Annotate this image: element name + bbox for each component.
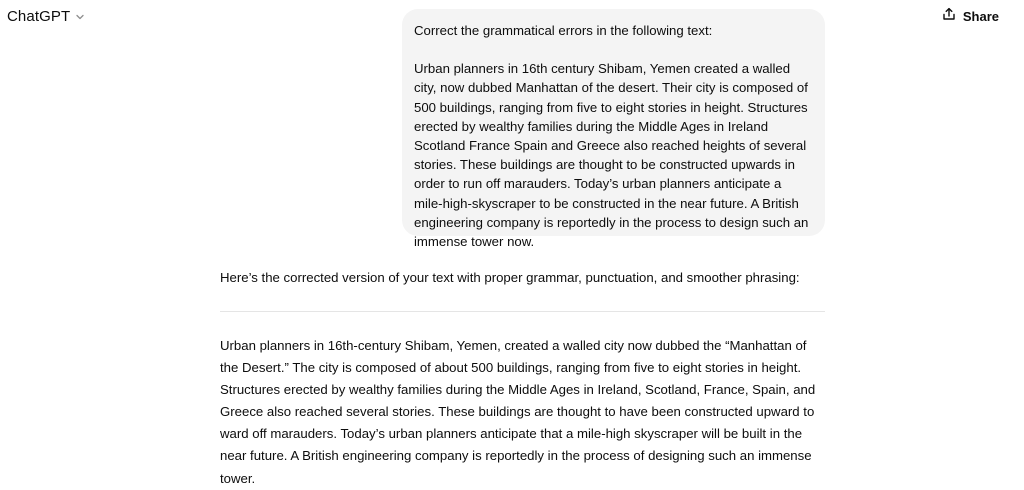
chevron-down-icon	[74, 10, 86, 22]
assistant-message	[220, 267, 825, 288]
horizontal-divider	[220, 311, 825, 312]
share-button[interactable]	[942, 6, 999, 26]
user-message-instruction: Correct the grammatical errors in the following text:	[414, 23, 713, 38]
model-selector[interactable]	[7, 6, 86, 26]
share-label: Share	[962, 8, 999, 24]
user-message-body: Urban planners in 16th century Shibam, Yemen created a walled city, now dubbed Manhattan of the desert. Their city is composed of 500 buildings, ranging from five to eight stories in height. Structures erected by wealthy families during the Middle Ages in Ireland Scotland France Spain and Greece also reached heights of several stories. These buildings are thought to be constructed upwards in order to run off marauders. Today’s urban planners anticipate a mile-high-skyscraper to be constructed in the near future. A British engineering company is reportedly in the process to design such an immense tower now.	[414, 61, 809, 250]
share-icon	[942, 7, 956, 26]
assistant-intro: Here’s the corrected version of your text with proper grammar, punctuation, and smoother phrasing:	[220, 270, 800, 285]
assistant-corrected-text: Urban planners in 16th-century Shibam, Yemen, created a walled city now dubbed the “Manhattan of the Desert.” The city is composed of about 500 buildings, ranging from five to eight stories in height. Structures erected by wealthy families during the Middle Ages in Ireland, Scotland, France, Spain, and Greece also reached several stories. These buildings are thought to have been constructed upward to ward off marauders. Today’s urban planners anticipate that a mile-high skyscraper will be built in the near future. A British engineering company is reportedly in the process of designing such an immense tower.	[220, 338, 816, 486]
paragraph-spacer	[414, 40, 813, 59]
user-message-bubble	[402, 9, 825, 250]
model-name: ChatGPT	[7, 7, 71, 25]
